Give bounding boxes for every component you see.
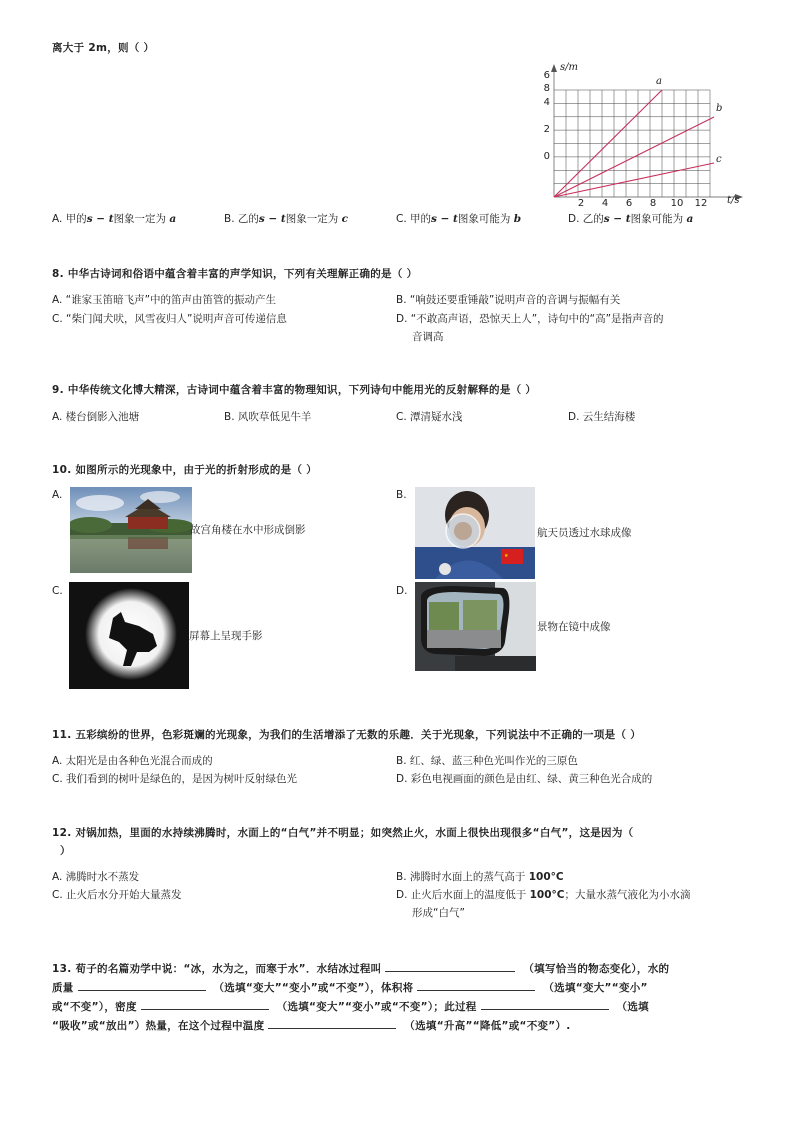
q8-option-b[interactable]: B. “响鼓还要重锤敲”说明声音的音调与振幅有关	[396, 294, 621, 306]
q12-option-c[interactable]: C. 止火后水分开始大量蒸发	[52, 889, 182, 901]
q13-blank-5[interactable]	[481, 998, 609, 1010]
q9-stem: 9. 中华传统文化博大精深，古诗词中蕴含着丰富的物理知识，下列诗句中能用光的反射解释的是（ ）	[52, 384, 537, 396]
q12-option-a[interactable]: A. 沸腾时水不蒸发	[52, 871, 140, 883]
x-tick-10: 10	[670, 198, 684, 209]
q13-blank-3[interactable]	[417, 979, 535, 991]
x-tick-4: 4	[601, 198, 609, 209]
q10-label-d: D.	[396, 585, 408, 597]
q11-option-a[interactable]: A. 太阳光是由各种色光混合而成的	[52, 755, 213, 767]
q10-caption-b: 航天员透过水球成像	[537, 527, 632, 539]
q8-stem: 8. 中华古诗词和俗语中蕴含着丰富的声学知识，下列有关理解正确的是（ ）	[52, 268, 418, 280]
x-axis-label: t/s	[727, 195, 740, 206]
q13-line-4: “吸收”或“放出”）热量，在这个过程中温度 （选填“升高”“降低”或“不变”）.	[52, 1017, 571, 1033]
q10-image-a[interactable]	[70, 487, 192, 573]
q9-option-a[interactable]: A. 楼台倒影入池塘	[52, 411, 140, 423]
y-tick-6: 6	[543, 70, 550, 81]
q11-option-b[interactable]: B. 红、绿、蓝三种色光叫作光的三原色	[396, 755, 578, 767]
q10-image-b[interactable]	[415, 487, 535, 579]
q10-stem: 10. 如图所示的光现象中，由于光的折射形成的是（ ）	[52, 464, 318, 476]
q7-option-b[interactable]: B. 乙的s − t图象一定为 c	[224, 213, 349, 225]
q12-option-d-cont: 形成“白气”	[412, 907, 465, 919]
x-tick-12: 12	[694, 198, 708, 209]
q12-option-d[interactable]: D. 止火后水面上的温度低于 100°C；大量水蒸气液化为小水滴	[396, 889, 691, 901]
q7-option-d[interactable]: D. 乙的s − t图象可能为 a	[568, 213, 694, 225]
line-label-a: a	[656, 76, 662, 87]
y-axis-label: s/m	[560, 62, 578, 73]
x-tick-2: 2	[577, 198, 585, 209]
q10-image-d[interactable]	[415, 582, 536, 671]
q10-label-b: B.	[396, 489, 407, 501]
q13-line-3: 或“不变”），密度 （选填“变大”“变小”或“不变”）；此过程 （选填	[52, 998, 649, 1014]
svg-text:★: ★	[504, 553, 509, 559]
q8-option-d[interactable]: D. “不敢高声语，恐惊天上人”，诗句中的“高”是指声音的	[396, 313, 664, 325]
prev-question-tail: 离大于 2m，则（ ）	[52, 42, 155, 54]
q10-caption-c: 屏幕上呈现手影	[189, 630, 263, 642]
q8-option-c[interactable]: C. “柴门闻犬吠，风雪夜归人”说明声音可传递信息	[52, 313, 287, 325]
q13-blank-1[interactable]	[385, 960, 515, 972]
q13-line-1: 13. 荀子的名篇劝学中说：“冰，水为之，而寒于水”．水结冰过程叫 （填写恰当的物态变化），水的	[52, 960, 669, 976]
q13-blank-4[interactable]	[141, 998, 269, 1010]
st-graph	[530, 60, 745, 215]
q8-option-a[interactable]: A. “谁家玉笛暗飞声”中的笛声由笛管的振动产生	[52, 294, 277, 306]
line-label-b: b	[716, 103, 723, 114]
q12-stem-cont: ）	[60, 845, 71, 857]
q12-option-b[interactable]: B. 沸腾时水面上的蒸气高于 100°C	[396, 871, 564, 883]
q13-blank-6[interactable]	[268, 1017, 396, 1029]
line-label-c: c	[716, 154, 722, 165]
q9-option-c[interactable]: C. 潭清疑水浅	[396, 411, 463, 423]
x-tick-6: 6	[625, 198, 633, 209]
q11-option-c[interactable]: C. 我们看到的树叶是绿色的，是因为树叶反射绿色光	[52, 773, 298, 785]
q10-image-c[interactable]	[69, 582, 189, 689]
q10-caption-d: 景物在镜中成像	[537, 621, 611, 633]
q10-label-c: C.	[52, 585, 63, 597]
q9-option-b[interactable]: B. 风吹草低见牛羊	[224, 411, 312, 423]
q12-stem: 12. 对锅加热，里面的水持续沸腾时，水面上的“白气”并不明显；如突然止火，水面上很快出现很多“白气”，这是因为（	[52, 827, 634, 839]
q10-caption-a: 故宫角楼在水中形成倒影	[190, 524, 306, 536]
q13-line-2: 质量 （选填“变大”“变小”或“不变”），体积将 （选填“变大”“变小”	[52, 979, 648, 995]
q13-blank-2[interactable]	[78, 979, 206, 991]
q7-option-c[interactable]: C. 甲的s − t图象可能为 b	[396, 213, 522, 225]
q10-label-a: A.	[52, 489, 63, 501]
y-tick-2: 2	[543, 124, 550, 135]
x-tick-8: 8	[649, 198, 657, 209]
q11-option-d[interactable]: D. 彩色电视画面的颜色是由红、绿、黄三种色光合成的	[396, 773, 653, 785]
q8-option-d-cont: 音调高	[412, 331, 444, 343]
q9-option-d[interactable]: D. 云生结海楼	[568, 411, 636, 423]
y-tick-8: 8	[543, 83, 550, 94]
q7-option-a[interactable]: A. 甲的s − t图象一定为 a	[52, 213, 177, 225]
q11-stem: 11. 五彩缤纷的世界，色彩斑斓的光现象，为我们的生活增添了无数的乐趣．关于光现象，下列说法中不正确的一项是（ ）	[52, 729, 642, 741]
y-tick-4: 4	[543, 97, 550, 108]
y-tick-0: 0	[543, 151, 550, 162]
